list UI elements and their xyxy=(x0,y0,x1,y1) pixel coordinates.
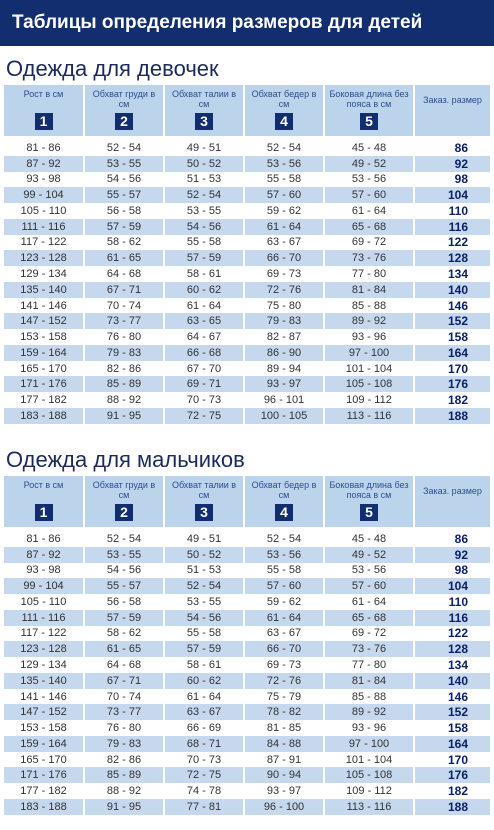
table-cell: 64 - 67 xyxy=(164,329,244,345)
table-cell: 72 - 75 xyxy=(164,767,244,783)
table-cell: 64 - 68 xyxy=(84,657,164,673)
order-size-cell: 164 xyxy=(414,345,490,361)
table-cell: 159 - 164 xyxy=(4,345,84,361)
table-cell: 53 - 55 xyxy=(164,594,244,610)
table-row xyxy=(4,531,490,547)
order-size-cell: 170 xyxy=(414,361,490,377)
column-label: Рост в см xyxy=(23,480,64,490)
table-cell: 85 - 89 xyxy=(84,767,164,783)
table-cell: 57 - 60 xyxy=(324,187,414,203)
table-cell: 61 - 64 xyxy=(164,689,244,705)
table-cell: 177 - 182 xyxy=(4,783,84,799)
table-cell: 73 - 77 xyxy=(84,313,164,329)
table-cell: 111 - 116 xyxy=(4,219,84,235)
table-cell: 73 - 77 xyxy=(84,704,164,720)
table-cell: 77 - 81 xyxy=(164,799,244,815)
column-hips xyxy=(244,476,324,527)
table-cell: 93 - 98 xyxy=(4,563,84,579)
table-cell: 77 - 80 xyxy=(324,266,414,282)
table-cell: 85 - 88 xyxy=(324,689,414,705)
table-cell: 57 - 60 xyxy=(244,578,324,594)
column-hips xyxy=(244,85,324,136)
table-cell: 165 - 170 xyxy=(4,752,84,768)
table-row xyxy=(4,752,490,768)
table-cell: 49 - 52 xyxy=(324,156,414,172)
order-size-cell: 86 xyxy=(414,140,490,156)
order-size-cell: 182 xyxy=(414,783,490,799)
table-row xyxy=(4,594,490,610)
table-cell: 70 - 73 xyxy=(164,392,244,408)
table-cell: 147 - 152 xyxy=(4,704,84,720)
table-cell: 90 - 94 xyxy=(244,767,324,783)
table-row xyxy=(4,156,490,172)
table-cell: 55 - 58 xyxy=(164,235,244,251)
boys-table-body xyxy=(4,531,490,815)
column-number-badge: 2 xyxy=(115,113,133,130)
table-row xyxy=(4,392,490,408)
table-cell: 54 - 56 xyxy=(164,219,244,235)
order-size-cell: 182 xyxy=(414,392,490,408)
order-size-cell: 134 xyxy=(414,266,490,282)
table-cell: 66 - 70 xyxy=(244,641,324,657)
table-cell: 111 - 116 xyxy=(4,610,84,626)
table-cell: 55 - 58 xyxy=(244,563,324,579)
table-cell: 58 - 61 xyxy=(164,657,244,673)
table-cell: 56 - 58 xyxy=(84,203,164,219)
order-size-cell: 86 xyxy=(414,531,490,547)
girls-table-header xyxy=(4,85,490,140)
table-cell: 58 - 61 xyxy=(164,266,244,282)
table-cell: 52 - 54 xyxy=(84,531,164,547)
table-row xyxy=(4,203,490,219)
table-row xyxy=(4,783,490,799)
table-cell: 81 - 84 xyxy=(324,282,414,298)
table-cell: 93 - 98 xyxy=(4,172,84,188)
table-cell: 73 - 76 xyxy=(324,250,414,266)
order-size-cell: 104 xyxy=(414,578,490,594)
table-cell: 101 - 104 xyxy=(324,752,414,768)
column-label: Боковая длина без пояса в см xyxy=(329,89,409,109)
table-cell: 52 - 54 xyxy=(164,187,244,203)
table-cell: 57 - 60 xyxy=(324,578,414,594)
column-label: Обхват бедер в см xyxy=(251,480,317,500)
table-row xyxy=(4,610,490,626)
order-size-cell: 176 xyxy=(414,376,490,392)
table-cell: 105 - 108 xyxy=(324,767,414,783)
table-cell: 65 - 68 xyxy=(324,610,414,626)
table-cell: 53 - 56 xyxy=(244,547,324,563)
order-size-cell: 104 xyxy=(414,187,490,203)
table-cell: 53 - 55 xyxy=(84,547,164,563)
order-size-cell: 146 xyxy=(414,689,490,705)
table-row xyxy=(4,219,490,235)
column-order-size: Заказ. размер xyxy=(414,476,490,527)
table-cell: 45 - 48 xyxy=(324,140,414,156)
column-height xyxy=(4,476,84,527)
table-cell: 81 - 85 xyxy=(244,720,324,736)
column-number-badge: 5 xyxy=(360,113,378,130)
order-size-cell: 98 xyxy=(414,563,490,579)
table-cell: 67 - 71 xyxy=(84,673,164,689)
table-cell: 66 - 69 xyxy=(164,720,244,736)
table-cell: 64 - 68 xyxy=(84,266,164,282)
table-cell: 69 - 71 xyxy=(164,376,244,392)
column-label: Рост в см xyxy=(23,89,64,99)
table-cell: 52 - 54 xyxy=(244,531,324,547)
table-cell: 85 - 89 xyxy=(84,376,164,392)
table-row xyxy=(4,361,490,377)
table-cell: 51 - 53 xyxy=(164,172,244,188)
table-cell: 87 - 92 xyxy=(4,156,84,172)
table-cell: 105 - 110 xyxy=(4,203,84,219)
table-cell: 129 - 134 xyxy=(4,657,84,673)
table-cell: 96 - 101 xyxy=(244,392,324,408)
boys-table-header xyxy=(4,476,490,531)
table-cell: 49 - 52 xyxy=(324,547,414,563)
table-cell: 73 - 76 xyxy=(324,641,414,657)
column-label: Обхват груди в см xyxy=(92,89,156,109)
table-cell: 65 - 68 xyxy=(324,219,414,235)
table-cell: 75 - 79 xyxy=(244,689,324,705)
order-size-cell: 176 xyxy=(414,767,490,783)
table-cell: 53 - 56 xyxy=(324,563,414,579)
table-cell: 54 - 56 xyxy=(164,610,244,626)
order-size-cell: 188 xyxy=(414,799,490,815)
table-cell: 153 - 158 xyxy=(4,329,84,345)
table-cell: 61 - 64 xyxy=(244,219,324,235)
order-size-cell: 98 xyxy=(414,172,490,188)
order-size-cell: 146 xyxy=(414,298,490,314)
table-cell: 93 - 97 xyxy=(244,376,324,392)
table-cell: 87 - 91 xyxy=(244,752,324,768)
table-cell: 63 - 67 xyxy=(244,235,324,251)
table-row xyxy=(4,250,490,266)
table-cell: 171 - 176 xyxy=(4,767,84,783)
table-cell: 58 - 62 xyxy=(84,626,164,642)
table-cell: 109 - 112 xyxy=(324,392,414,408)
table-cell: 88 - 92 xyxy=(84,392,164,408)
table-cell: 79 - 83 xyxy=(84,736,164,752)
table-cell: 58 - 62 xyxy=(84,235,164,251)
order-size-cell: 122 xyxy=(414,626,490,642)
table-cell: 57 - 59 xyxy=(164,250,244,266)
table-cell: 70 - 74 xyxy=(84,689,164,705)
table-cell: 77 - 80 xyxy=(324,657,414,673)
column-label: Обхват талии в см xyxy=(171,480,237,500)
table-cell: 49 - 51 xyxy=(164,531,244,547)
table-row xyxy=(4,704,490,720)
column-label: Обхват бедер в см xyxy=(251,89,317,109)
table-cell: 81 - 84 xyxy=(324,673,414,689)
table-cell: 75 - 80 xyxy=(244,298,324,314)
column-number-badge: 3 xyxy=(195,113,213,130)
table-row xyxy=(4,345,490,361)
column-number-badge: 2 xyxy=(115,504,133,521)
table-row xyxy=(4,626,490,642)
table-cell: 57 - 59 xyxy=(164,641,244,657)
table-cell: 79 - 83 xyxy=(84,345,164,361)
column-height xyxy=(4,85,84,136)
table-cell: 66 - 70 xyxy=(244,250,324,266)
table-cell: 45 - 48 xyxy=(324,531,414,547)
order-size-cell: 140 xyxy=(414,282,490,298)
order-size-cell: 158 xyxy=(414,329,490,345)
table-cell: 60 - 62 xyxy=(164,673,244,689)
column-label: Обхват талии в см xyxy=(171,89,237,109)
table-row xyxy=(4,720,490,736)
column-side-length xyxy=(324,476,414,527)
table-cell: 109 - 112 xyxy=(324,783,414,799)
table-cell: 66 - 68 xyxy=(164,345,244,361)
table-cell: 53 - 55 xyxy=(84,156,164,172)
column-order-size: Заказ. размер xyxy=(414,85,490,136)
column-number-badge: 4 xyxy=(275,113,293,130)
table-cell: 61 - 64 xyxy=(324,594,414,610)
table-cell: 60 - 62 xyxy=(164,282,244,298)
table-cell: 61 - 65 xyxy=(84,641,164,657)
order-size-cell: 122 xyxy=(414,235,490,251)
table-cell: 57 - 59 xyxy=(84,610,164,626)
table-cell: 69 - 72 xyxy=(324,235,414,251)
table-cell: 183 - 188 xyxy=(4,799,84,815)
order-size-cell: 116 xyxy=(414,219,490,235)
table-cell: 53 - 55 xyxy=(164,203,244,219)
column-number-badge: 1 xyxy=(35,113,53,130)
page-title-banner: Таблицы определения размеров для детей xyxy=(0,0,494,46)
table-cell: 93 - 96 xyxy=(324,720,414,736)
table-row xyxy=(4,689,490,705)
table-cell: 76 - 80 xyxy=(84,329,164,345)
table-cell: 52 - 54 xyxy=(164,578,244,594)
table-cell: 50 - 52 xyxy=(164,547,244,563)
table-cell: 55 - 58 xyxy=(164,626,244,642)
table-cell: 85 - 88 xyxy=(324,298,414,314)
table-cell: 74 - 78 xyxy=(164,783,244,799)
table-cell: 56 - 58 xyxy=(84,594,164,610)
table-cell: 88 - 92 xyxy=(84,783,164,799)
table-cell: 129 - 134 xyxy=(4,266,84,282)
order-size-cell: 170 xyxy=(414,752,490,768)
table-cell: 82 - 86 xyxy=(84,752,164,768)
table-cell: 61 - 64 xyxy=(164,298,244,314)
table-row xyxy=(4,736,490,752)
table-cell: 78 - 82 xyxy=(244,704,324,720)
table-cell: 72 - 76 xyxy=(244,673,324,689)
table-row xyxy=(4,641,490,657)
table-cell: 93 - 97 xyxy=(244,783,324,799)
table-cell: 89 - 92 xyxy=(324,704,414,720)
table-cell: 117 - 122 xyxy=(4,235,84,251)
table-cell: 113 - 116 xyxy=(324,799,414,815)
table-cell: 55 - 58 xyxy=(244,172,324,188)
order-size-cell: 158 xyxy=(414,720,490,736)
table-row xyxy=(4,408,490,424)
order-size-cell: 110 xyxy=(414,203,490,219)
order-size-cell: 128 xyxy=(414,641,490,657)
table-cell: 57 - 59 xyxy=(84,219,164,235)
table-cell: 61 - 64 xyxy=(324,203,414,219)
table-row xyxy=(4,673,490,689)
boys-size-table xyxy=(4,476,490,815)
table-row xyxy=(4,767,490,783)
table-cell: 84 - 88 xyxy=(244,736,324,752)
table-row xyxy=(4,187,490,203)
table-cell: 54 - 56 xyxy=(84,172,164,188)
table-row xyxy=(4,547,490,563)
order-size-cell: 152 xyxy=(414,704,490,720)
table-row xyxy=(4,298,490,314)
table-cell: 70 - 73 xyxy=(164,752,244,768)
table-cell: 97 - 100 xyxy=(324,345,414,361)
table-cell: 49 - 51 xyxy=(164,140,244,156)
table-cell: 55 - 57 xyxy=(84,187,164,203)
order-size-cell: 164 xyxy=(414,736,490,752)
order-size-cell: 140 xyxy=(414,673,490,689)
table-cell: 97 - 100 xyxy=(324,736,414,752)
table-cell: 59 - 62 xyxy=(244,203,324,219)
table-cell: 81 - 86 xyxy=(4,140,84,156)
table-cell: 89 - 94 xyxy=(244,361,324,377)
girls-size-table xyxy=(4,85,490,424)
table-row xyxy=(4,313,490,329)
table-cell: 165 - 170 xyxy=(4,361,84,377)
table-cell: 159 - 164 xyxy=(4,736,84,752)
table-cell: 61 - 64 xyxy=(244,610,324,626)
table-cell: 147 - 152 xyxy=(4,313,84,329)
table-cell: 82 - 86 xyxy=(84,361,164,377)
order-size-cell: 188 xyxy=(414,408,490,424)
table-cell: 135 - 140 xyxy=(4,282,84,298)
column-side-length xyxy=(324,85,414,136)
table-row xyxy=(4,282,490,298)
table-cell: 50 - 52 xyxy=(164,156,244,172)
table-cell: 51 - 53 xyxy=(164,563,244,579)
table-cell: 135 - 140 xyxy=(4,673,84,689)
table-cell: 61 - 65 xyxy=(84,250,164,266)
table-cell: 89 - 92 xyxy=(324,313,414,329)
table-cell: 101 - 104 xyxy=(324,361,414,377)
table-cell: 123 - 128 xyxy=(4,250,84,266)
boys-section-title: Одежда для мальчиков xyxy=(6,447,245,472)
table-cell: 70 - 74 xyxy=(84,298,164,314)
table-cell: 93 - 96 xyxy=(324,329,414,345)
table-row xyxy=(4,563,490,579)
column-number-badge: 4 xyxy=(275,504,293,521)
order-size-cell: 92 xyxy=(414,156,490,172)
table-cell: 67 - 70 xyxy=(164,361,244,377)
table-cell: 68 - 71 xyxy=(164,736,244,752)
table-cell: 57 - 60 xyxy=(244,187,324,203)
table-cell: 69 - 73 xyxy=(244,266,324,282)
table-cell: 52 - 54 xyxy=(84,140,164,156)
table-row xyxy=(4,172,490,188)
order-size-cell: 128 xyxy=(414,250,490,266)
table-cell: 69 - 73 xyxy=(244,657,324,673)
table-cell: 141 - 146 xyxy=(4,298,84,314)
order-size-cell: 152 xyxy=(414,313,490,329)
table-cell: 82 - 87 xyxy=(244,329,324,345)
table-cell: 99 - 104 xyxy=(4,187,84,203)
table-cell: 69 - 72 xyxy=(324,626,414,642)
table-cell: 153 - 158 xyxy=(4,720,84,736)
table-cell: 79 - 83 xyxy=(244,313,324,329)
table-cell: 81 - 86 xyxy=(4,531,84,547)
table-row xyxy=(4,578,490,594)
table-cell: 86 - 90 xyxy=(244,345,324,361)
column-waist xyxy=(164,476,244,527)
order-size-cell: 92 xyxy=(414,547,490,563)
table-cell: 76 - 80 xyxy=(84,720,164,736)
table-cell: 91 - 95 xyxy=(84,799,164,815)
table-cell: 72 - 75 xyxy=(164,408,244,424)
order-size-cell: 110 xyxy=(414,594,490,610)
table-row xyxy=(4,376,490,392)
table-cell: 52 - 54 xyxy=(244,140,324,156)
table-cell: 96 - 100 xyxy=(244,799,324,815)
table-row xyxy=(4,657,490,673)
table-cell: 63 - 67 xyxy=(244,626,324,642)
table-cell: 99 - 104 xyxy=(4,578,84,594)
column-waist xyxy=(164,85,244,136)
table-cell: 53 - 56 xyxy=(244,156,324,172)
column-chest xyxy=(84,476,164,527)
table-cell: 183 - 188 xyxy=(4,408,84,424)
column-label: Обхват груди в см xyxy=(92,480,156,500)
table-cell: 59 - 62 xyxy=(244,594,324,610)
table-cell: 53 - 56 xyxy=(324,172,414,188)
column-number-badge: 1 xyxy=(35,504,53,521)
column-number-badge: 3 xyxy=(195,504,213,521)
table-cell: 54 - 56 xyxy=(84,563,164,579)
table-cell: 123 - 128 xyxy=(4,641,84,657)
table-cell: 105 - 110 xyxy=(4,594,84,610)
order-size-cell: 134 xyxy=(414,657,490,673)
table-cell: 67 - 71 xyxy=(84,282,164,298)
table-row xyxy=(4,329,490,345)
table-cell: 91 - 95 xyxy=(84,408,164,424)
table-row xyxy=(4,799,490,815)
table-cell: 117 - 122 xyxy=(4,626,84,642)
table-cell: 141 - 146 xyxy=(4,689,84,705)
table-row xyxy=(4,266,490,282)
table-cell: 100 - 105 xyxy=(244,408,324,424)
table-row xyxy=(4,235,490,251)
table-cell: 72 - 76 xyxy=(244,282,324,298)
table-cell: 55 - 57 xyxy=(84,578,164,594)
table-cell: 113 - 116 xyxy=(324,408,414,424)
column-label: Боковая длина без пояса в см xyxy=(329,480,409,500)
table-cell: 87 - 92 xyxy=(4,547,84,563)
girls-section-title: Одежда для девочек xyxy=(6,56,219,81)
order-size-cell: 116 xyxy=(414,610,490,626)
girls-table-body xyxy=(4,140,490,424)
table-cell: 63 - 65 xyxy=(164,313,244,329)
column-chest xyxy=(84,85,164,136)
table-cell: 171 - 176 xyxy=(4,376,84,392)
table-cell: 63 - 67 xyxy=(164,704,244,720)
column-number-badge: 5 xyxy=(360,504,378,521)
table-cell: 105 - 108 xyxy=(324,376,414,392)
table-cell: 177 - 182 xyxy=(4,392,84,408)
table-row xyxy=(4,140,490,156)
